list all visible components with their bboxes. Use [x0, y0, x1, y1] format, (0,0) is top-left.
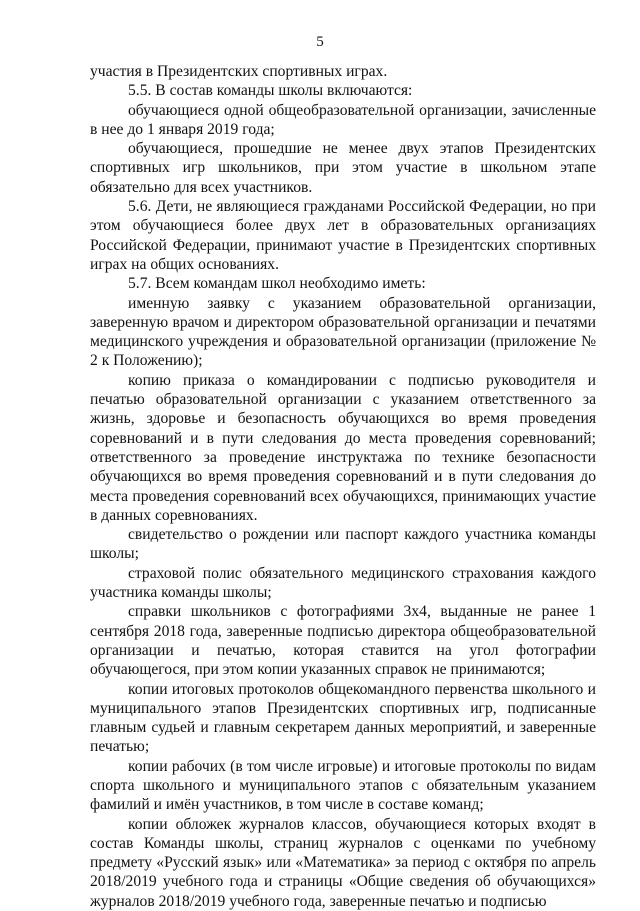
paragraph: обучающиеся одной общеобразовательной организации, зачисленные в нее до 1 января 2019 года;: [90, 101, 596, 138]
paragraph: копии обложек журналов классов, обучающиеся которых входят в состав Команды школы, страниц журналов с оценками по учебному предмету «Русский язык» или «Математика» за период с октября по апрель 2018/2019 учебного года и страницы «Общие сведения об обучающихся» журналов 2018/2019 учебного года, заверенные печатью и подписью: [90, 815, 596, 910]
paragraph: участия в Президентских спортивных играх.: [90, 63, 388, 80]
document-body: [90, 62, 596, 911]
paragraph: обучающиеся, прошедшие не менее двух этапов Президентских спортивных игр школьников, при этом участие в школьном этапе обязательно для всех участников.: [90, 140, 596, 196]
paragraph: именную заявку с указанием образовательной организации, заверенную врачом и директором образовательной организации и печатями медицинского учреждения и образовательной организации (приложение № 2 к Положению);: [90, 294, 596, 370]
paragraph: копии рабочих (в том числе игровые) и итоговые протоколы по видам спорта школьного и муниципального этапов с обязательным указанием фамилий и имён участников, в том числе в составе команд;: [90, 757, 596, 814]
paragraph: 5.6. Дети, не являющиеся гражданами Российской Федерации, но при этом обучающиеся более двух лет в образовательных организациях Российской Федерации, принимают участие в Президентских спортивных играх на общих основаниях.: [90, 198, 596, 273]
paragraph: свидетельство о рождении или паспорт каждого участника команды школы;: [90, 526, 596, 563]
paragraph: справки школьников с фотографиями 3х4, выданные не ранее 1 сентября 2018 года, заверенные подписью директора общеобразовательной организации и печатью, которая ставится на угол фотографии обучающегося, при этом копии указанных справок не принимаются;: [90, 603, 596, 679]
page-number: 5: [316, 34, 324, 50]
paragraph: копии итоговых протоколов общекомандного первенства школьного и муниципального этапов Президентских спортивных игр, подписанные главным судьей и главным секретарем данных мероприятий, и заверенные печатью;: [90, 680, 596, 756]
paragraph: страховой полис обязательного медицинского страхования каждого участника команды школы;: [90, 564, 596, 602]
paragraph: копию приказа о командировании с подписью руководителя и печатью образовательной организации с указанием ответственного за жизнь, здоровье и безопасность обучающихся во время проведения соревнований и в пути следования до места проведения соревнований; ответственного за проведение инструктажа по технике безопасности обучающихся во время проведения соревнований и в пути следования до места проведения соревнований всех обучающихся, принимающих участие в данных соревнованиях.: [90, 371, 596, 524]
paragraph: 5.7. Всем командам школ необходимо иметь:: [128, 275, 426, 293]
paragraph: 5.5. В состав команды школы включаются:: [128, 82, 413, 100]
